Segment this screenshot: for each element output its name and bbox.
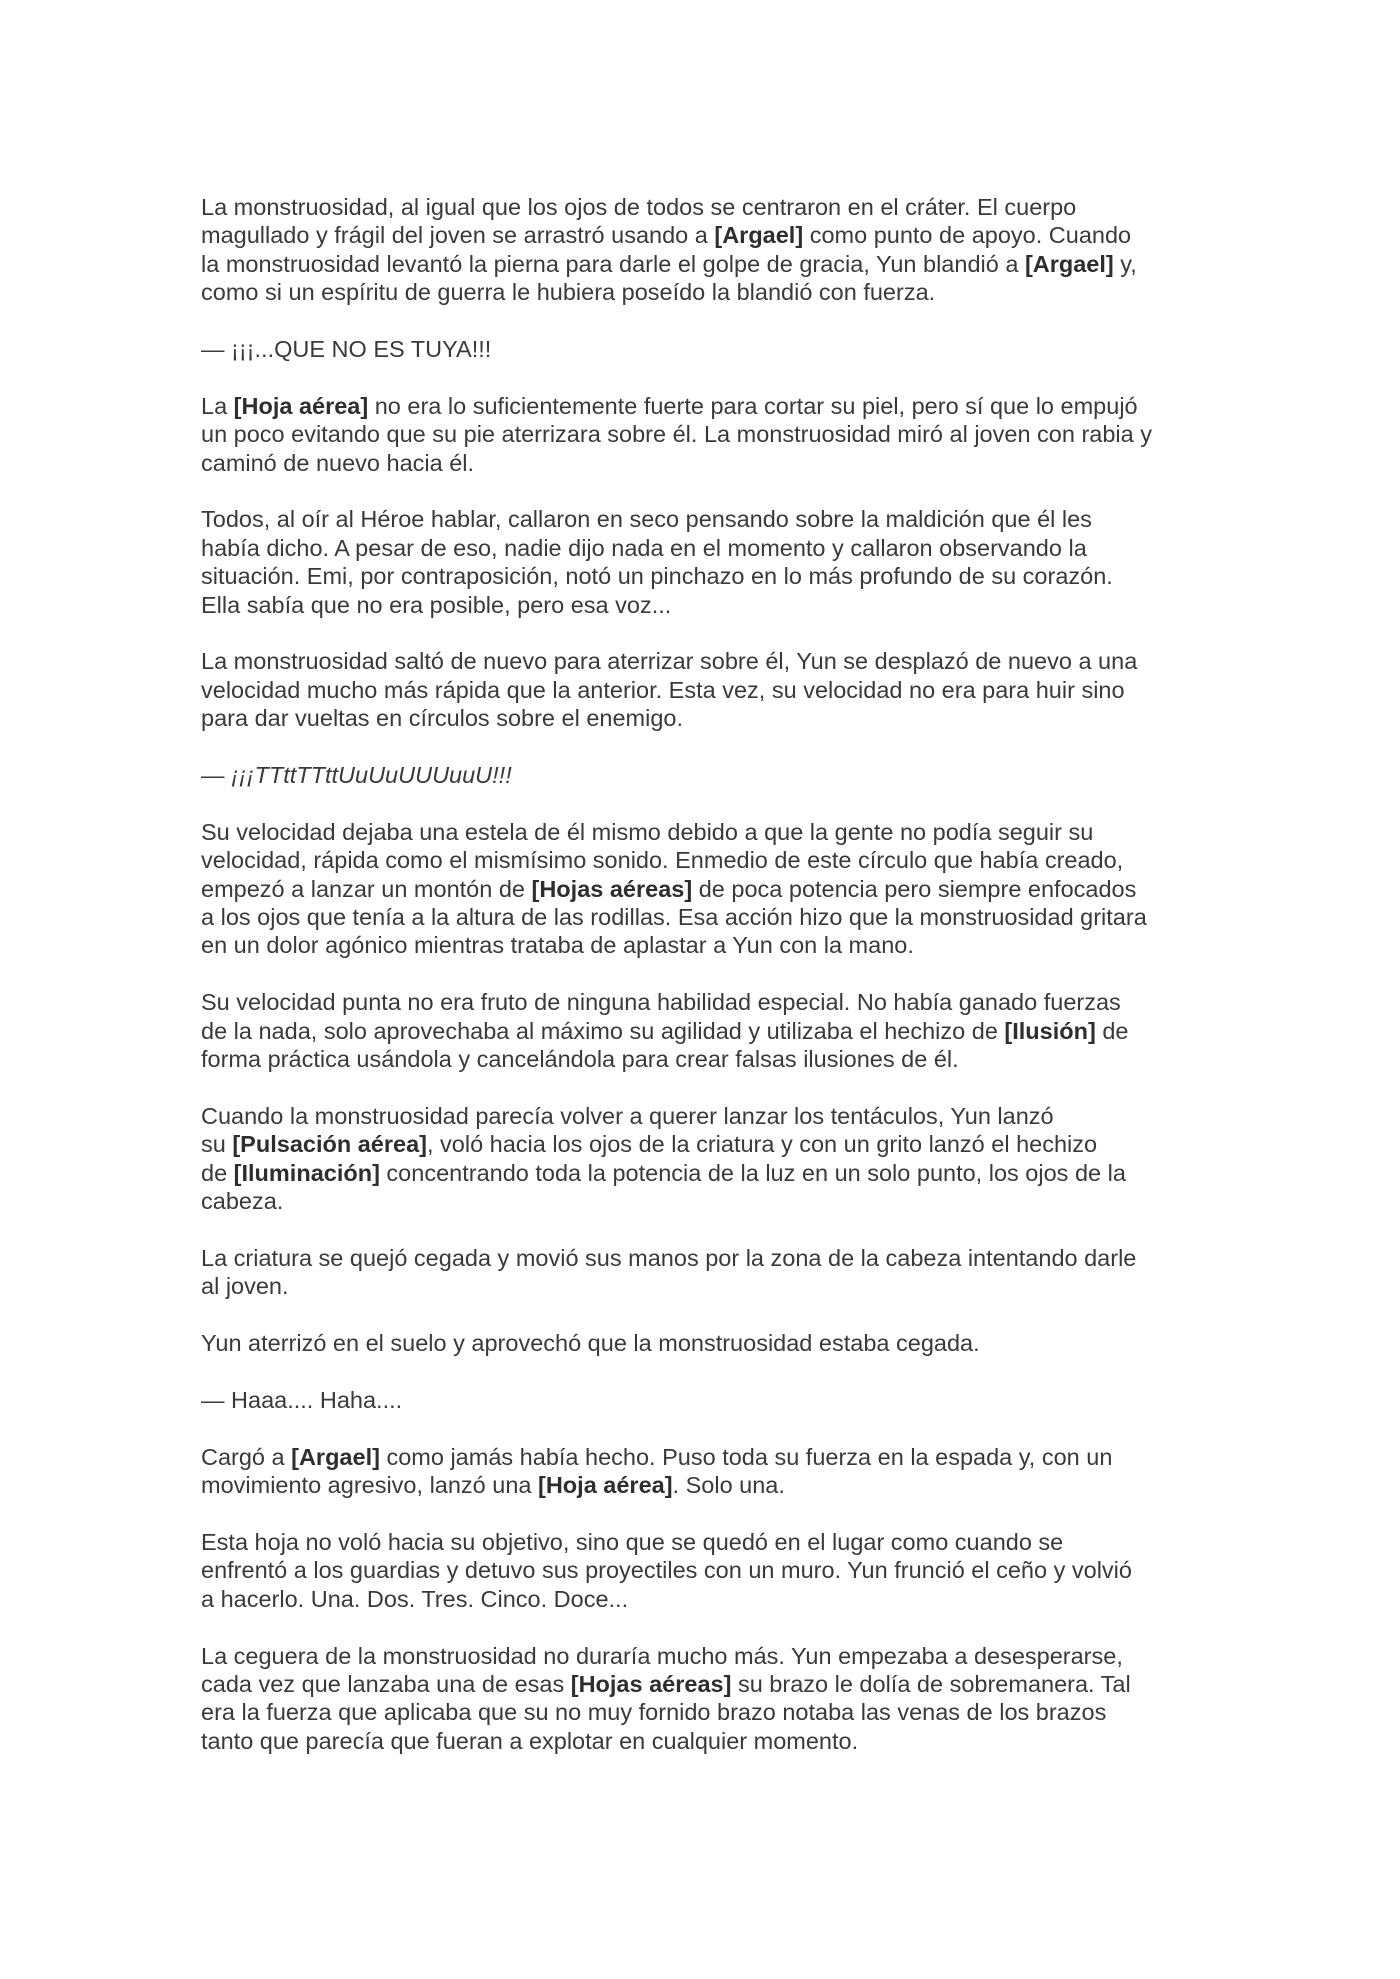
text-run: forma práctica usándola y cancelándola para crear falsas ilusiones de él. xyxy=(201,1046,959,1073)
paragraph xyxy=(201,1244,1201,1301)
text-run: y, xyxy=(1113,250,1137,277)
bold-term: [Hoja aérea] xyxy=(233,392,369,419)
text-run: Su velocidad dejaba una estela de él mismo debido a que la gente no podía seguir su xyxy=(201,818,1094,845)
text-run: su brazo le dolía de sobremanera. Tal xyxy=(731,1670,1131,1697)
paragraph xyxy=(201,1102,1201,1216)
bold-term: [Pulsación aérea] xyxy=(232,1131,427,1158)
paragraph xyxy=(201,1386,1201,1414)
text-run: , voló hacia los ojos de la criatura y con un grito lanzó el hechizo xyxy=(426,1131,1098,1158)
text-run: como jamás había hecho. Puso toda su fuerza en la espada y, con un xyxy=(379,1443,1113,1470)
text-run: concentrando toda la potencia de la luz en un solo punto, los ojos de la xyxy=(379,1159,1126,1186)
text-run: como si un espíritu de guerra le hubiera poseído la blandió con fuerza. xyxy=(201,279,936,306)
text-run: un poco evitando que su pie aterrizara sobre él. La monstruosidad miró al joven con rabia y xyxy=(201,421,1152,448)
text-run: La monstruosidad, al igual que los ojos de todos se centraron en el cráter. El cuerpo xyxy=(201,194,1077,220)
paragraph xyxy=(201,1443,1201,1500)
text-run: a hacerlo. Una. Dos. Tres. Cinco. Doce... xyxy=(201,1585,629,1612)
text-run: movimiento agresivo, lanzó una xyxy=(201,1472,539,1499)
document-body xyxy=(201,193,1201,1784)
bold-term: [Argael] xyxy=(1024,250,1114,277)
text-run: — ¡¡¡...QUE NO ES TUYA!!! xyxy=(201,336,492,363)
text-run: Esta hoja no voló hacia su objetivo, sino que se quedó en el lugar como cuando se xyxy=(201,1528,1064,1555)
text-run: Su velocidad punta no era fruto de ninguna habilidad especial. No había ganado fuerzas xyxy=(201,989,1121,1016)
text-run: Cuando la monstruosidad parecía volver a querer lanzar los tentáculos, Yun lanzó xyxy=(201,1102,1054,1129)
text-run: Ella sabía que no era posible, pero esa voz... xyxy=(201,591,672,618)
text-run: caminó de nuevo hacia él. xyxy=(201,449,475,476)
bold-term: [Hojas aéreas] xyxy=(570,1670,732,1697)
text-run: . Solo una. xyxy=(672,1472,785,1499)
paragraph xyxy=(201,818,1201,960)
paragraph xyxy=(201,761,1201,789)
text-run: enfrentó a los guardias y detuvo sus proyectiles con un muro. Yun frunció el ceño y volvió xyxy=(201,1557,1132,1584)
paragraph xyxy=(201,1329,1201,1357)
text-run: de xyxy=(201,1159,234,1186)
bold-term: [Ilusión] xyxy=(1004,1017,1096,1044)
text-run: su xyxy=(201,1131,233,1158)
paragraph xyxy=(201,1528,1201,1613)
text-run: cada vez que lanzaba una de esas xyxy=(201,1670,571,1697)
text-run: al joven. xyxy=(201,1273,289,1300)
paragraph xyxy=(201,1642,1201,1756)
italic-text: ¡¡¡TTttTTttUuUuUUUuuU!!! xyxy=(231,762,512,789)
text-run: magullado y frágil del joven se arrastró usando a xyxy=(201,222,715,249)
paragraph xyxy=(201,392,1201,477)
text-run: de poca potencia pero siempre enfocados xyxy=(692,875,1137,902)
text-run: de la nada, solo aprovechaba al máximo su agilidad y utilizaba el hechizo de xyxy=(201,1017,1005,1044)
text-run: en un dolor agónico mientras trataba de aplastar a Yun con la mano. xyxy=(201,932,914,959)
text-run: situación. Emi, por contraposición, notó un pinchazo en lo más profundo de su corazón. xyxy=(201,563,1113,590)
text-run: cabeza. xyxy=(201,1188,284,1215)
bold-term: [Argael] xyxy=(714,222,804,249)
text-run: La xyxy=(201,392,234,419)
text-run: — Haaa.... Haha.... xyxy=(201,1386,403,1413)
paragraph xyxy=(201,505,1201,619)
paragraph xyxy=(201,988,1201,1073)
bold-term: [Hoja aérea] xyxy=(538,1472,673,1499)
paragraph xyxy=(201,335,1201,363)
text-run: como punto de apoyo. Cuando xyxy=(803,222,1132,249)
paragraph xyxy=(201,647,1201,732)
text-run: La criatura se quejó cegada y movió sus manos por la zona de la cabeza intentando darle xyxy=(201,1244,1137,1271)
text-run: Cargó a xyxy=(201,1443,292,1470)
text-run: empezó a lanzar un montón de xyxy=(201,875,532,902)
text-run: — xyxy=(201,762,232,789)
text-run: La ceguera de la monstruosidad no duraría mucho más. Yun empezaba a desesperarse, xyxy=(201,1642,1123,1669)
text-run: la monstruosidad levantó la pierna para darle el golpe de gracia, Yun blandió a xyxy=(201,250,1025,277)
text-run: no era lo suficientemente fuerte para cortar su piel, pero sí que lo empujó xyxy=(368,392,1138,419)
text-run: velocidad mucho más rápida que la anterior. Esta vez, su velocidad no era para huir sino xyxy=(201,676,1125,703)
bold-term: [Argael] xyxy=(291,1443,380,1470)
text-run: Todos, al oír al Héroe hablar, callaron en seco pensando sobre la maldición que él les xyxy=(201,506,1092,533)
text-run: velocidad, rápida como el mismísimo sonido. Enmedio de este círculo que había creado, xyxy=(201,847,1124,874)
text-run: La monstruosidad saltó de nuevo para aterrizar sobre él, Yun se desplazó de nuevo a una xyxy=(201,648,1138,675)
text-run: a los ojos que tenía a la altura de las rodillas. Esa acción hizo que la monstruosidad gritara xyxy=(201,904,1147,931)
text-run: para dar vueltas en círculos sobre el enemigo. xyxy=(201,705,684,732)
paragraph xyxy=(201,193,1201,307)
bold-term: [Hojas aéreas] xyxy=(531,875,693,902)
text-run: Yun aterrizó en el suelo y aprovechó que la monstruosidad estaba cegada. xyxy=(201,1330,980,1357)
text-run: de xyxy=(1095,1017,1129,1044)
text-run: era la fuerza que aplicaba que su no muy fornido brazo notaba las venas de los brazos xyxy=(201,1699,1107,1726)
text-run: había dicho. A pesar de eso, nadie dijo nada en el momento y callaron observando la xyxy=(201,534,1087,561)
bold-term: [Iluminación] xyxy=(233,1159,380,1186)
text-run: tanto que parecía que fueran a explotar en cualquier momento. xyxy=(201,1727,859,1754)
